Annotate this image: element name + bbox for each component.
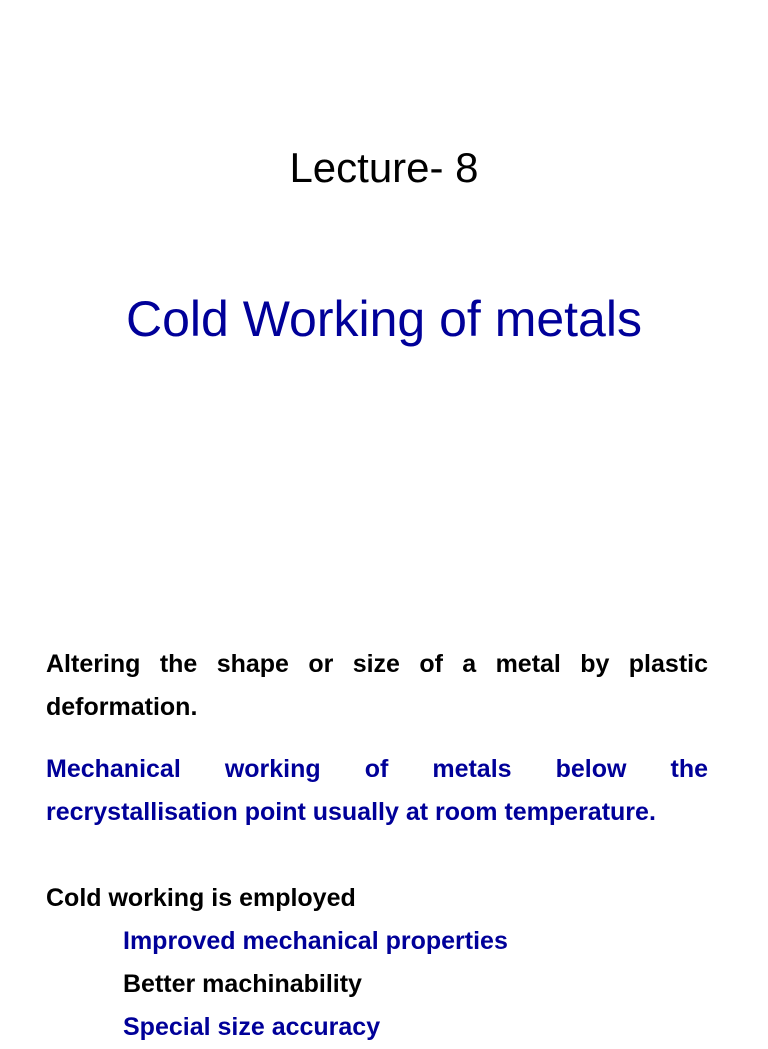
list-item: Improved mechanical properties	[123, 927, 508, 955]
list-item: Special size accuracy	[123, 1013, 381, 1041]
description-text: Mechanical working of metals below the recrystallisation point usually at room temperature.	[46, 755, 708, 826]
definition-text: Altering the shape or size of a metal by plastic deformation.	[46, 650, 708, 721]
uses-list	[123, 920, 508, 1049]
employed-heading: Cold working is employed	[46, 884, 356, 912]
lecture-label: Lecture- 8	[289, 144, 479, 191]
slide-title: Cold Working of metals	[126, 291, 642, 347]
list-item: Better machinability	[123, 970, 362, 998]
